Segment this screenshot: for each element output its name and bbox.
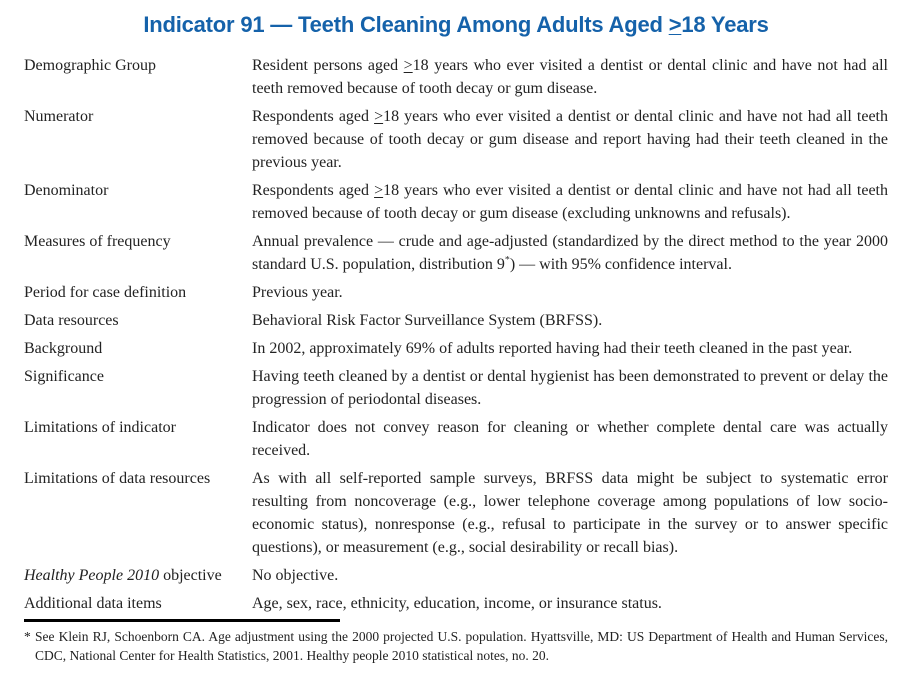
text-segment: Behavioral Risk Factor Surveillance System (BRFSS). <box>252 312 603 329</box>
row-value <box>252 467 888 559</box>
row-value <box>252 337 888 360</box>
text-segment: Resident persons aged <box>252 57 404 74</box>
text-segment: > <box>668 12 682 37</box>
row-value <box>252 309 888 332</box>
text-segment: Previous year. <box>252 284 343 301</box>
row-label <box>24 54 252 100</box>
footnote-text: See Klein RJ, Schoenborn CA. Age adjustment using the 2000 projected U.S. population. Hyattsville, MD: US Department of Health and Human Services, CDC, National Center for Health Statistics, 2001. Healthy people 2010 statistical notes, no. 20. <box>35 629 888 663</box>
row-value <box>252 564 888 587</box>
text-segment: ) — with 95% confidence interval. <box>509 256 732 273</box>
row-value <box>252 365 888 411</box>
text-segment: Healthy People 2010 <box>24 567 160 584</box>
text-segment: Demographic Group <box>24 57 156 74</box>
text-segment: Annual prevalence — crude and age-adjusted (standardized by the direct method to the year 2000 standard U.S. population, distribution 9 <box>252 233 888 273</box>
text-segment: > <box>403 57 413 74</box>
text-segment: Data resources <box>24 312 119 329</box>
text-segment: As with all self-reported sample surveys, BRFSS data might be subject to systematic error resulting from noncoverage (e.g., lower telephone coverage among populations of low socio-economic status), nonresponse (e.g., refusal to participate in the survey or to answer specific questions), or measurement (e.g., social desirability or recall bias). <box>252 470 888 556</box>
text-segment: 18 years who ever visited a dentist or dental clinic and have not had all teeth removed because of tooth decay or gum disease (excluding unknowns and refusals). <box>252 182 888 222</box>
text-segment: 18 years who ever visited a dentist or dental clinic and have not had all teeth removed because of tooth decay or gum disease. <box>252 57 889 97</box>
text-segment: Limitations of indicator <box>24 419 176 436</box>
text-segment: Denominator <box>24 182 109 199</box>
text-segment: Period for case definition <box>24 284 187 301</box>
footnote-marker: * <box>24 629 31 644</box>
text-segment: > <box>374 108 384 125</box>
row-label <box>24 230 252 276</box>
row-label <box>24 592 252 615</box>
text-segment: 18 Years <box>681 12 769 37</box>
text-segment: No objective. <box>252 567 339 584</box>
row-label <box>24 105 252 174</box>
text-segment: Having teeth cleaned by a dentist or dental hygienist has been demonstrated to prevent or delay the progression of periodontal diseases. <box>252 368 888 408</box>
row-value <box>252 54 888 100</box>
text-segment: Additional data items <box>24 595 162 612</box>
row-value <box>252 281 888 304</box>
row-label <box>24 416 252 462</box>
row-label <box>24 309 252 332</box>
text-segment: Indicator 91 — Teeth Cleaning Among Adults Aged <box>143 12 669 37</box>
text-segment: Background <box>24 340 103 357</box>
text-segment: Respondents aged <box>252 182 375 199</box>
row-value <box>252 592 888 615</box>
row-value <box>252 230 888 276</box>
text-segment: > <box>374 182 384 199</box>
text-segment: * <box>504 254 510 266</box>
text-segment: Age, sex, race, ethnicity, education, income, or insurance status. <box>252 595 662 612</box>
row-label <box>24 337 252 360</box>
row-value <box>252 179 888 225</box>
row-label <box>24 281 252 304</box>
row-label <box>24 564 252 587</box>
row-label <box>24 365 252 411</box>
text-segment: Measures of frequency <box>24 233 171 250</box>
text-segment: Limitations of data resources <box>24 470 211 487</box>
row-label <box>24 179 252 225</box>
row-value <box>252 105 888 174</box>
text-segment: 18 years who ever visited a dentist or dental clinic and have not had all teeth removed because of tooth decay or gum disease and report having had their teeth cleaned in the previous year. <box>252 108 888 171</box>
footnote <box>24 627 888 665</box>
text-segment: Significance <box>24 368 104 385</box>
text-segment: objective <box>159 567 222 584</box>
footnote-divider <box>24 619 340 622</box>
text-segment: Numerator <box>24 108 94 125</box>
text-segment: Indicator does not convey reason for cleaning or whether complete dental care was actually received. <box>252 419 888 459</box>
page-title <box>24 12 888 38</box>
text-segment: In 2002, approximately 69% of adults reported having had their teeth cleaned in the past year. <box>252 340 853 357</box>
row-value <box>252 416 888 462</box>
indicator-definition-table <box>24 54 888 615</box>
text-segment: Respondents aged <box>252 108 375 125</box>
row-label <box>24 467 252 559</box>
